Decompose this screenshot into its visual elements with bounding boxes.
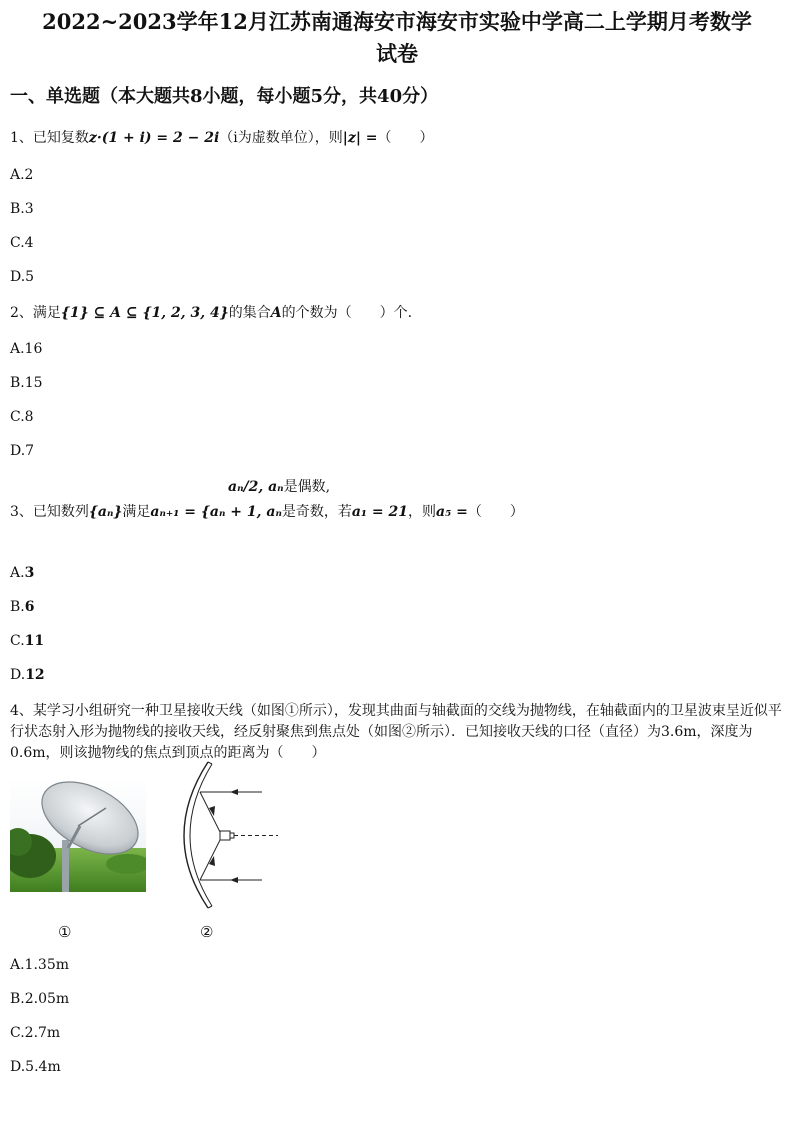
section-heading: 一、单选题（本大题共8小题，每小题5分，共40分） [10,86,439,107]
q2-option-c: C.8 [10,409,34,425]
page-title [0,6,794,70]
reflected-ray-top [200,792,220,832]
q3-prefix: 3、已知数列 [10,504,89,520]
q3-a1: a₁ = 21 [351,504,409,520]
q3-option-c [10,633,44,649]
q3-option-b-letter: B. [10,599,25,615]
figure-1-caption: ① [58,923,72,941]
q4-option-b: B.2.05m [10,991,70,1007]
question-1 [10,128,434,148]
title-line-1: 2022~2023学年12月江苏南通海安市海安市实验中学高二上学期月考数学 [42,9,752,34]
q3-option-d [10,667,45,683]
figure-2-caption: ② [200,923,214,941]
parabola-diagram [168,760,280,910]
satellite-dish-photo [10,778,146,892]
question-3 [10,502,524,522]
q2-suffix: 的个数为（ ）个. [281,305,413,321]
q3-lhs: aₙ₊₁ = { [150,504,210,520]
q1-suffix: （ ） [377,130,434,146]
receiver-icon [220,831,230,840]
q1-option-b: B.3 [10,201,34,217]
q2-option-a: A.16 [10,341,43,357]
q3-option-d-value: 12 [25,667,45,683]
q3-option-b [10,599,35,615]
q3-option-a-letter: A. [10,565,25,581]
q3-option-c-letter: C. [10,633,25,649]
q1-equation: z·(1 + i) = 2 − 2i [88,130,220,146]
q3-option-b-value: 6 [24,599,35,615]
q3-then: ，则 [408,504,437,520]
q1-option-a: A.2 [10,167,34,183]
q3-case-2-text: 是奇数 [281,504,324,520]
q3-case-1 [228,476,330,496]
q3-case-1-math: aₙ/2, aₙ [228,479,284,495]
q2-set-relation: {1} ⊆ A ⊆ {1, 2, 3, 4} [60,305,229,321]
q4-option-a: A.1.35m [10,957,70,973]
parabola-outer-curve [184,762,208,908]
parabola-inner-curve [190,764,212,906]
q1-option-c: C.4 [10,235,34,251]
q2-prefix: 2、满足 [10,305,61,321]
q3-suffix: （ ） [467,504,524,520]
q3-option-d-letter: D. [10,667,26,683]
q3-a5: a₅ = [436,504,468,520]
q3-case-2-math: aₙ + 1, aₙ [209,504,282,520]
q3-mid: 满足 [122,504,151,520]
q4-option-c: C.2.7m [10,1025,61,1041]
question-4: 4、某学习小组研究一种卫星接收天线（如图①所示），发现其曲面与轴截面的交线为抛物线，在轴截面内的卫星波束呈近似平行状态射入形为抛物线的接收天线，经反射聚焦到焦点处（如图②所示）．已知接收天线的口径（直径）为3.6m，深度为0.6m，则该抛物线的焦点到顶点的距离为（ ） [10,703,782,761]
q1-prefix: 1、已知复数 [10,130,89,146]
q2-set-a: A [270,305,282,321]
q3-option-a [10,565,34,581]
q1-modulus: |z| = [342,130,378,146]
title-line-2: 试卷 [376,41,418,66]
q1-option-d: D.5 [10,269,35,285]
q3-sequence: {aₙ} [88,504,123,520]
q3-option-c-value: 11 [24,633,45,649]
q3-cond: ，若 [323,504,352,520]
q2-option-d: D.7 [10,443,35,459]
q3-case-1-text: 是偶数, [283,479,331,495]
q3-option-a-value: 3 [24,565,35,581]
reflected-ray-bottom [200,840,220,880]
q4-option-d: D.5.4m [10,1059,61,1075]
q2-option-b: B.15 [10,375,43,391]
q2-mid: 的集合 [228,305,271,321]
question-2 [10,303,412,323]
q1-mid: （i为虚数单位），则 [219,130,343,146]
